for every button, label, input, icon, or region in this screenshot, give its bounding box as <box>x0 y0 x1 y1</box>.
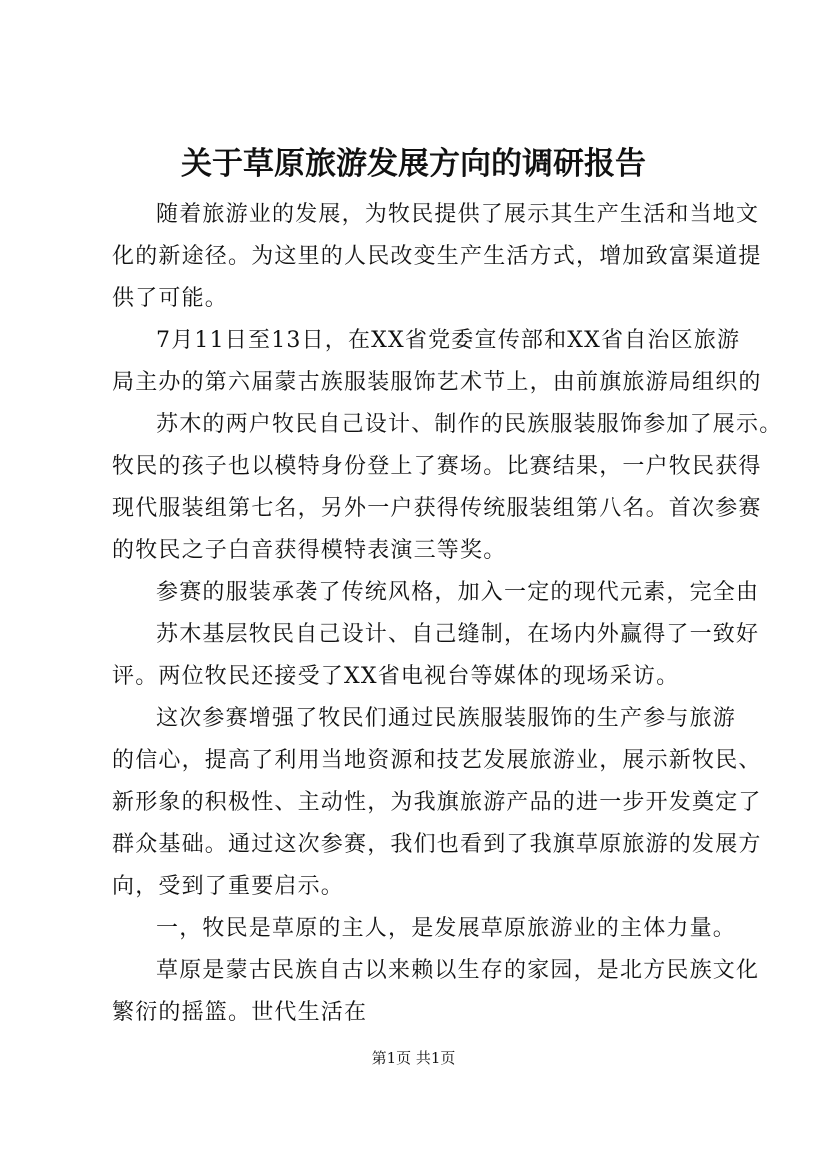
body-line: 现代服装组第七名，另外一户获得传统服装组第八名。首次参赛 <box>112 496 762 521</box>
body-line: 向，受到了重要启示。 <box>112 874 345 899</box>
body-line: 群众基础。通过这次参赛，我们也看到了我旗草原旅游的发展方 <box>112 832 762 857</box>
body-line: 繁衍的摇篮。世代生活在 <box>112 1000 368 1025</box>
body-line: 的信心，提高了利用当地资源和技艺发展旅游业，展示新牧民、 <box>112 748 762 773</box>
body-line: 新形象的积极性、主动性，为我旗旅游产品的进一步开发奠定了 <box>112 790 762 815</box>
body-line: 这次参赛增强了牧民们通过民族服装服饰的生产参与旅游 <box>156 706 737 731</box>
body-line: 参赛的服装承袭了传统风格，加入一定的现代元素，完全由 <box>156 580 760 605</box>
body-line: 随着旅游业的发展，为牧民提供了展示其生产生活和当地文 <box>156 202 760 227</box>
document-title: 关于草原旅游发展方向的调研报告 <box>181 146 646 182</box>
body-line: 化的新途径。为这里的人民改变生产生活方式，增加致富渠道提 <box>112 244 762 269</box>
body-line: 苏木的两户牧民自己设计、制作的民族服装服饰参加了展示。 <box>156 412 783 437</box>
body-line: 评。两位牧民还接受了XX省电视台等媒体的现场采访。 <box>112 664 680 689</box>
body-line: 局主办的第六届蒙古族服装服饰艺术节上，由前旗旅游局组织的 <box>112 370 762 395</box>
body-line: 苏木基层牧民自己设计、自己缝制，在场内外赢得了一致好 <box>156 622 760 647</box>
body-line: 草原是蒙古民族自古以来赖以生存的家园，是北方民族文化 <box>156 958 760 983</box>
body-line: 一，牧民是草原的主人，是发展草原旅游业的主体力量。 <box>156 916 737 941</box>
page-footer: 第1页 共1页 <box>371 1049 456 1067</box>
body-line: 7月11日至13日，在XX省党委宣传部和XX省自治区旅游 <box>156 328 741 353</box>
body-line: 的牧民之子白音获得模特表演三等奖。 <box>112 538 507 563</box>
body-line: 牧民的孩子也以模特身份登上了赛场。比赛结果，一户牧民获得 <box>112 454 762 479</box>
body-line: 供了可能。 <box>112 286 229 311</box>
